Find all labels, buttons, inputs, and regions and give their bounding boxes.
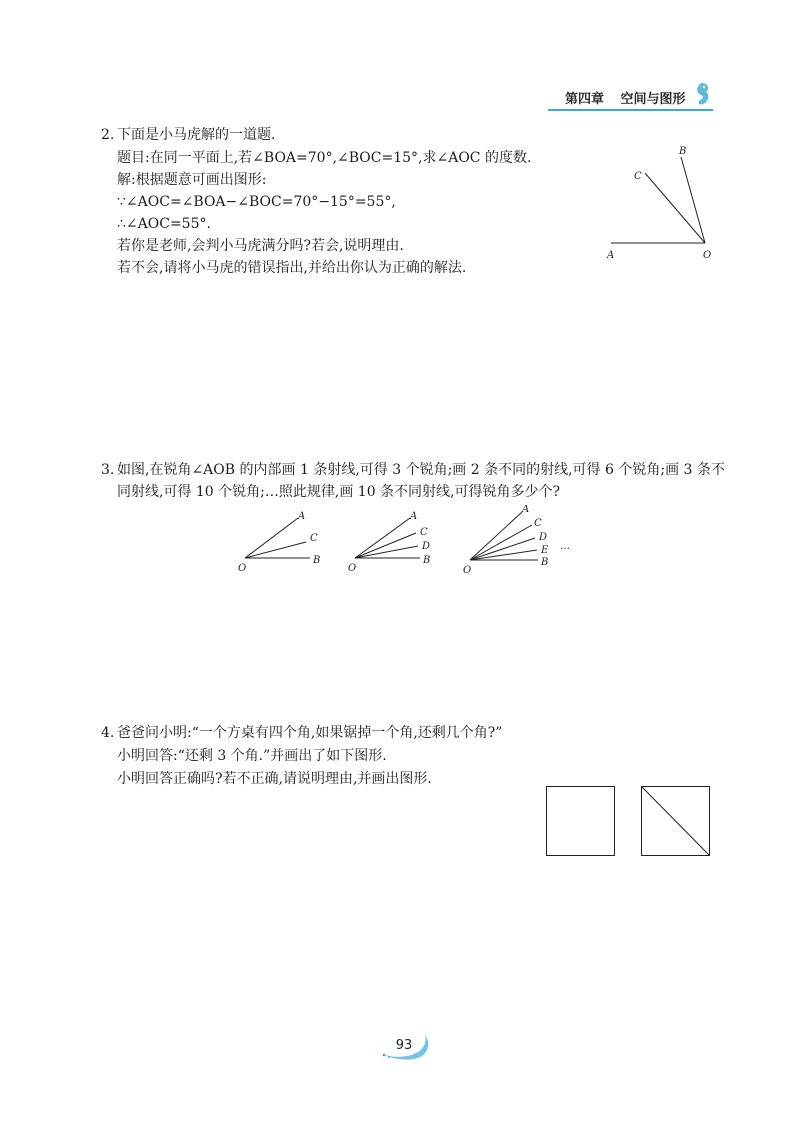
label-C: C <box>634 171 642 182</box>
q2-step1: ∵∠AOC=∠BOA−∠BOC=70°−15°=55°, <box>117 194 396 210</box>
q2-step2: ∴∠AOC=55°. <box>117 216 211 232</box>
fig3-label-O: O <box>463 565 472 576</box>
ray-OB <box>681 157 705 243</box>
q4-number: 4. <box>101 725 115 741</box>
q3-line1: 3. 如图,在锐角∠AOB 的内部画 1 条射线,可得 3 个锐角;画 2 条不同的射线,可得 6 个锐角;画 3 条不 <box>101 462 725 478</box>
q3-line2: 同射线,可得 10 个锐角;…照此规律,画 10 条不同射线,可得锐角多少个? <box>117 484 561 500</box>
label-O: O <box>703 250 712 261</box>
fig2-label-B: B <box>423 555 431 566</box>
header-rule <box>548 109 713 111</box>
cut-diagonal <box>642 787 710 856</box>
ray-OC <box>645 173 705 243</box>
fig2-label-O: O <box>348 563 357 574</box>
q2-solution-intro: 解:根据题意可画出图形: <box>117 172 267 188</box>
q2-problem: 题目:在同一平面上,若∠BOA=70°,∠BOC=15°,求∠AOC 的度数. <box>117 150 532 166</box>
fig2-label-D: D <box>422 541 431 552</box>
fig3-label-C: C <box>534 518 542 529</box>
label-B: B <box>679 146 687 157</box>
q4-line1: 4. 爸爸问小明:“一个方桌有四个角,如果锯掉一个角,还剩几个角?” <box>101 725 503 741</box>
fig3-label-E: E <box>541 545 549 556</box>
q4-line3: 小明回答正确吗?若不正确,请说明理由,并画出图形. <box>117 771 432 787</box>
fig1-label-B: B <box>313 555 321 566</box>
q2-question1: 若你是老师,会判小马虎满分吗?若会,说明理由. <box>117 238 404 254</box>
q4-line2: 小明回答:“还剩 3 个角.”并画出了如下图形. <box>117 748 387 764</box>
fig3-label-B: B <box>541 557 549 568</box>
chapter-header <box>565 88 698 110</box>
q2-angle-figure <box>595 140 725 270</box>
q3-number: 3. <box>101 462 115 478</box>
label-A: A <box>607 250 615 261</box>
q2-intro: 2. 下面是小马虎解的一道题. <box>101 127 276 143</box>
q3-figures <box>230 505 590 580</box>
fig1-label-A: A <box>298 511 306 522</box>
fig3-label-A: A <box>522 505 530 515</box>
fig1-label-C: C <box>310 533 318 544</box>
q2-number: 2. <box>101 127 115 143</box>
q3-figure-1 <box>238 511 320 574</box>
fig1-label-O: O <box>238 563 247 574</box>
fig2-label-A: A <box>410 511 418 522</box>
fig3-label-D: D <box>539 532 548 543</box>
q3-figure-3 <box>463 505 570 576</box>
q3-figure-2 <box>348 511 430 574</box>
fig3-ellipsis: … <box>560 541 570 552</box>
section-label: 空间与图形 <box>620 92 686 107</box>
fig2-label-C: C <box>420 527 428 538</box>
q2-question2: 若不会,请将小马虎的错误指出,并给出你认为正确的解法. <box>117 260 467 276</box>
chapter-label: 第四章 <box>565 92 605 107</box>
seahorse-icon <box>690 80 714 110</box>
q4-square-figures <box>540 780 720 865</box>
page-number: 93 <box>395 1038 413 1053</box>
square-table <box>547 787 615 856</box>
